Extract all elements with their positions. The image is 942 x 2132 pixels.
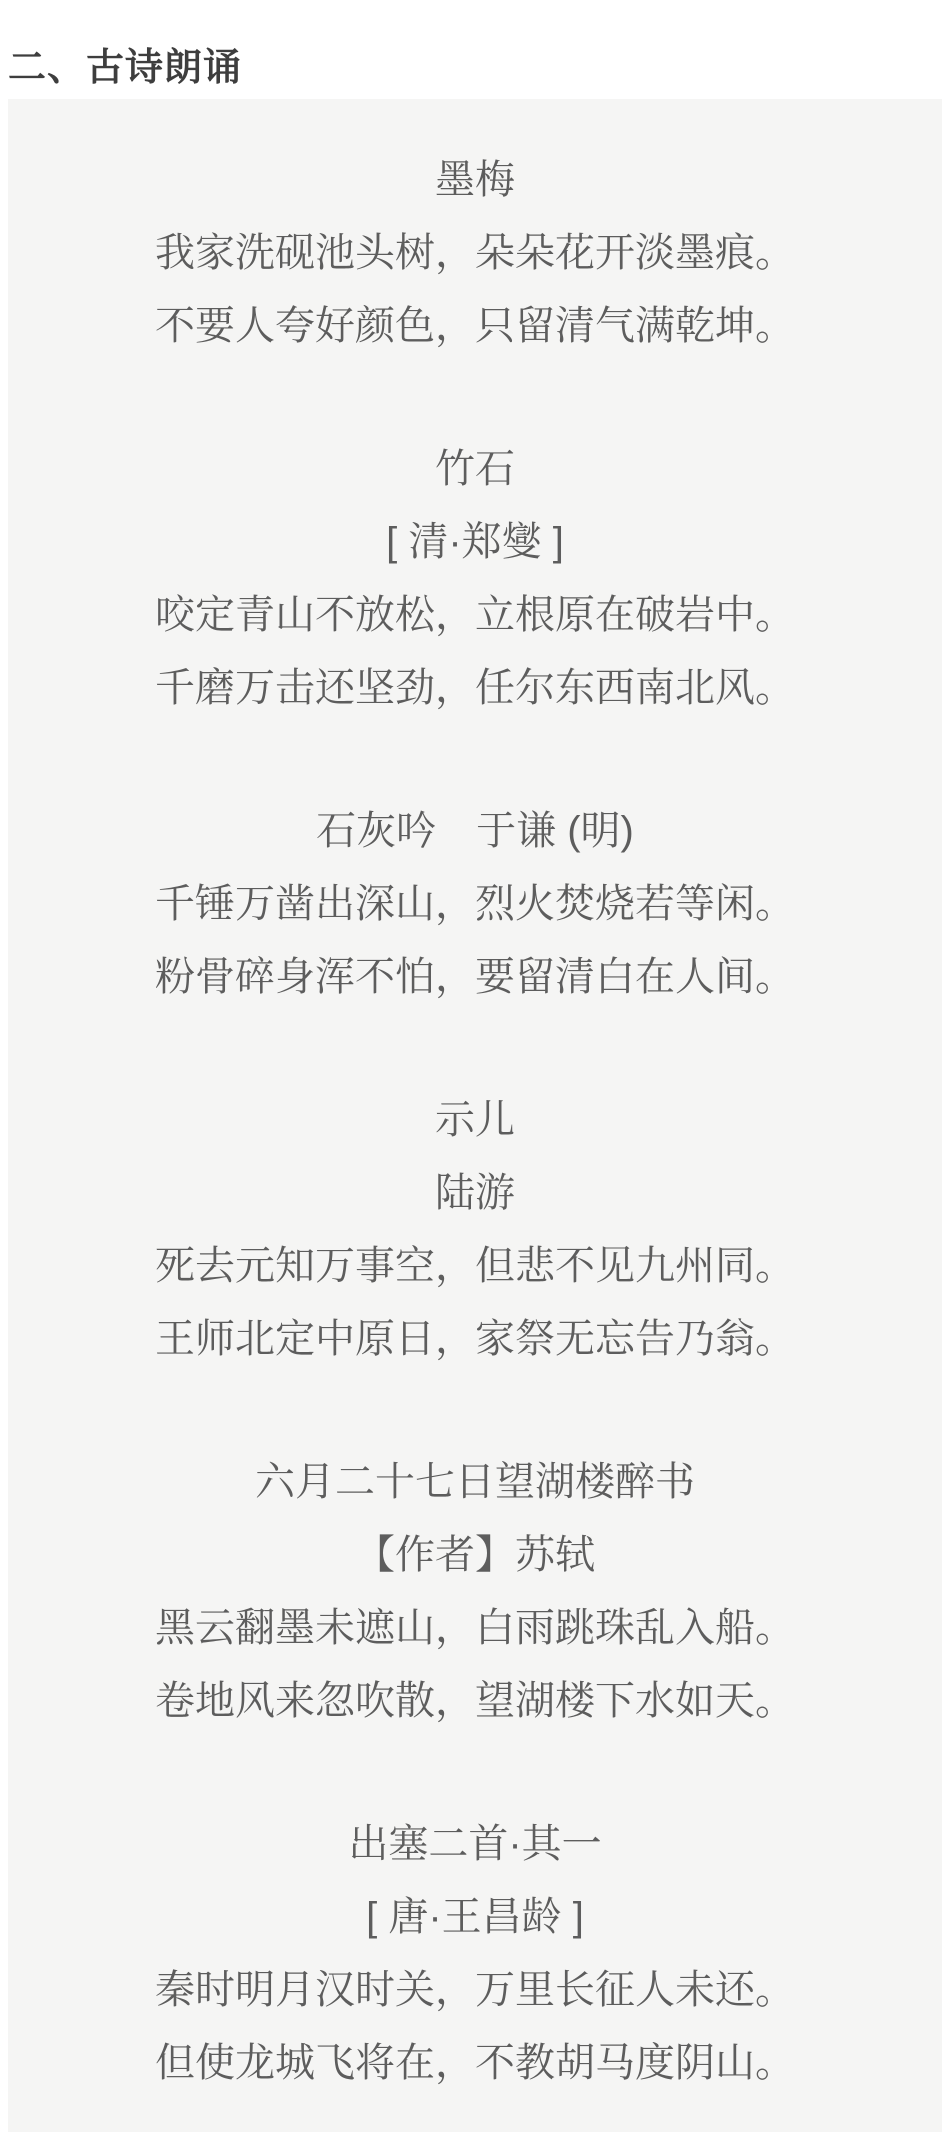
poem: [8, 1808, 942, 2100]
poem: [8, 1446, 942, 1738]
poem-verse: 千锤万凿出深山，烈火焚烧若等闲。: [155, 882, 795, 926]
poem-verse: 咬定青山不放松，立根原在破岩中。: [155, 593, 795, 637]
poem-author: [ 清·郑燮 ]: [386, 520, 564, 564]
poem-verse: 卷地风来忽吹散，望湖楼下水如天。: [155, 1679, 795, 1723]
poem-author: [ 唐·王昌龄 ]: [366, 1895, 584, 1939]
poem-verse: 但使龙城飞将在，不教胡马度阴山。: [155, 2041, 795, 2085]
poem-title: 石灰吟 于谦 (明): [316, 809, 634, 853]
poem-verse: 秦时明月汉时关，万里长征人未还。: [155, 1968, 795, 2012]
poem-sheet: [8, 99, 942, 2132]
poem-verse: 我家洗砚池头树，朵朵花开淡墨痕。: [155, 231, 795, 275]
poem-author: 【作者】苏轼: [355, 1533, 595, 1577]
poem-verse: 王师北定中原日，家祭无忘告乃翁。: [155, 1317, 795, 1361]
poem: [8, 144, 942, 363]
poem-verse: 粉骨碎身浑不怕，要留清白在人间。: [155, 955, 795, 999]
section-heading: 二、古诗朗诵: [8, 47, 243, 90]
poem-title: 出塞二首·其一: [348, 1822, 602, 1866]
poem-title: 墨梅: [435, 158, 515, 202]
poem-author: 陆游: [435, 1171, 515, 1215]
poem-title: 竹石: [435, 447, 515, 491]
poem-verse: 死去元知万事空，但悲不见九州同。: [155, 1244, 795, 1288]
poem-verse: 不要人夸好颜色，只留清气满乾坤。: [155, 304, 795, 348]
poem-title: 六月二十七日望湖楼醉书: [255, 1460, 695, 1504]
poem: [8, 795, 942, 1014]
poem-title: 示儿: [435, 1098, 515, 1142]
poem-verse: 千磨万击还坚劲，任尔东西南北风。: [155, 666, 795, 710]
poem: [8, 433, 942, 725]
poem: [8, 1084, 942, 1376]
poem-verse: 黑云翻墨未遮山，白雨跳珠乱入船。: [155, 1606, 795, 1650]
